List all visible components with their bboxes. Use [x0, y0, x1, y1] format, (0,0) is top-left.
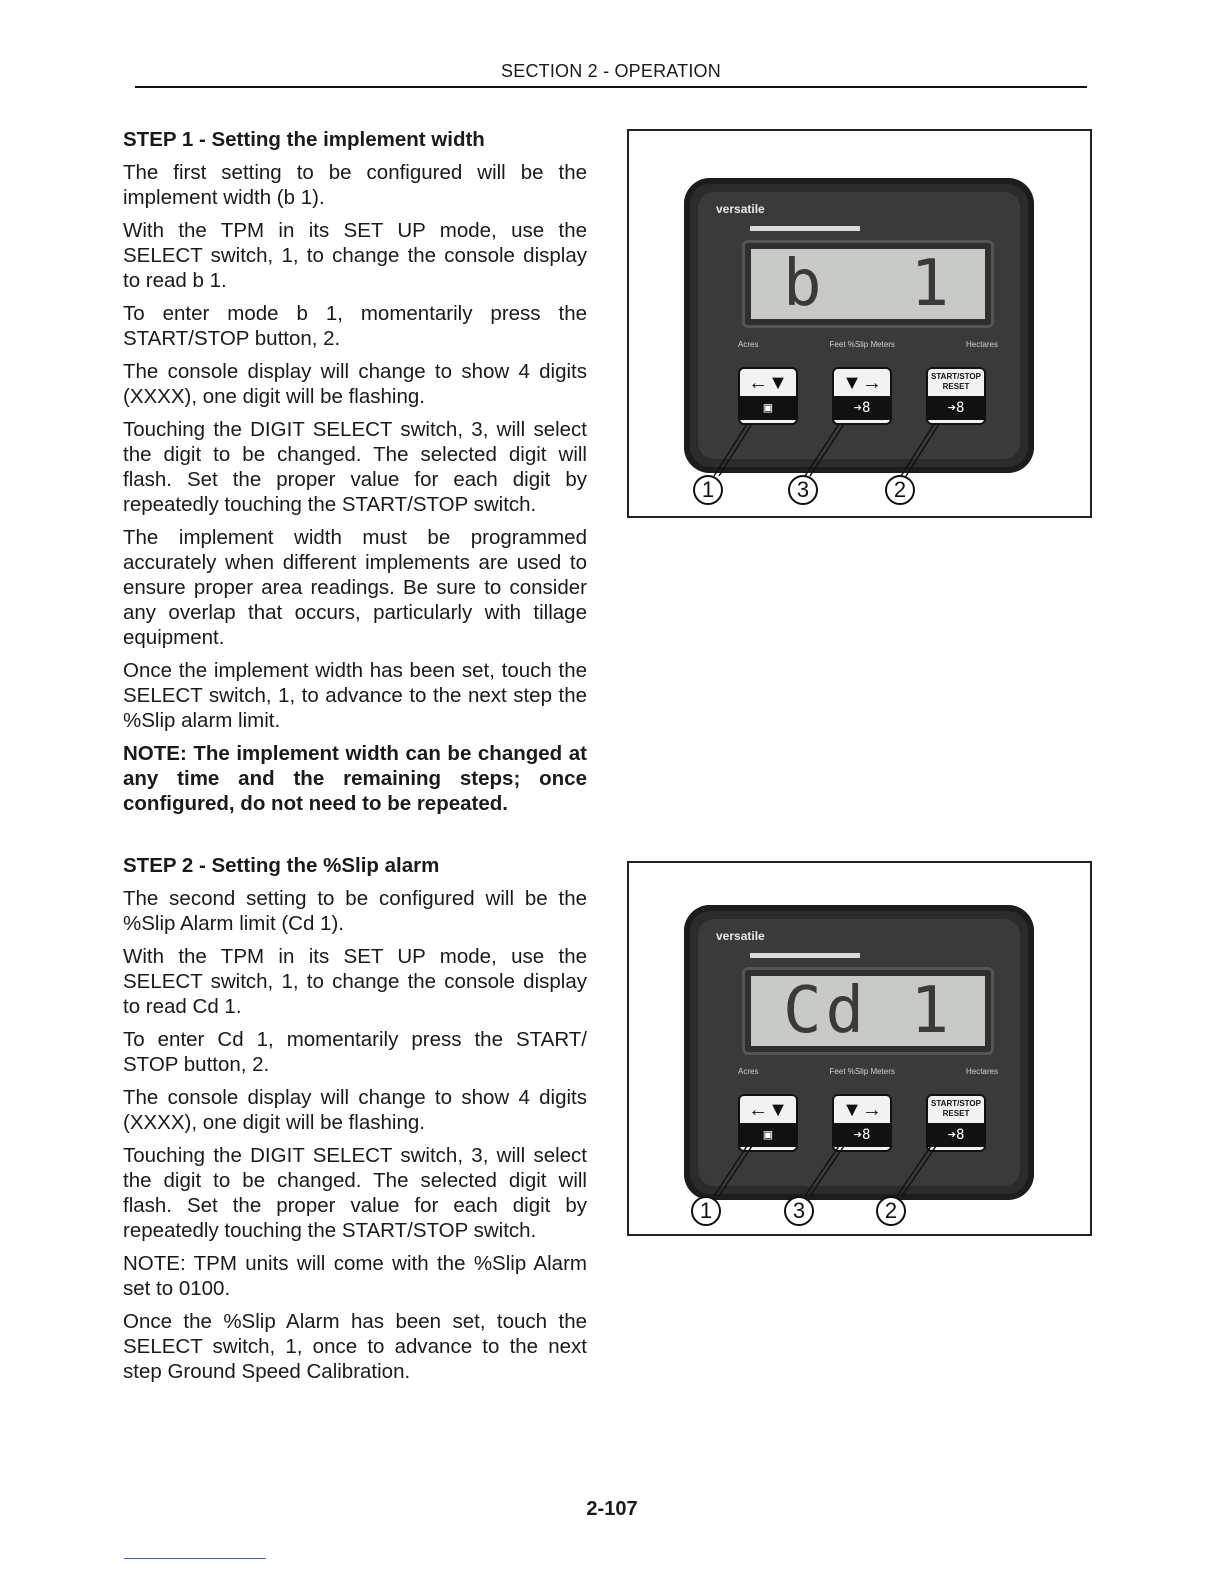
label-hectares: Hectares [965, 1067, 998, 1076]
lcd-right-chars: 1 [910, 247, 953, 321]
lcd-right-chars: 1 [910, 974, 953, 1048]
label-hectares: Hectares [965, 340, 998, 349]
brand-logo: versatile [716, 929, 765, 943]
step2-heading: STEP 2 - Setting the %Slip alarm [123, 854, 440, 877]
callout-1: 1 [693, 475, 723, 505]
doc-icon: ▣ [740, 1123, 796, 1147]
label-acres: Acres [738, 1067, 759, 1076]
step1-heading: STEP 1 - Setting the implement width [123, 128, 485, 151]
select-arrows-icon: ←▼ [748, 372, 788, 394]
label-feet-slip-meters: Feet %Slip Meters [829, 1067, 895, 1076]
doc-icon: ▣ [740, 396, 796, 420]
step2-paragraph: To enter Cd 1, momentarily press the START/ STOP button, 2. [123, 1028, 587, 1076]
step1-paragraph: With the TPM in its SET UP mode, use the SELECT switch, 1, to change the console display to read b 1. [123, 219, 587, 292]
digit-indicator: ➔8 [834, 1123, 890, 1147]
step2-paragraph: The second setting to be configured will be the %Slip Alarm limit (Cd 1). [123, 887, 587, 935]
step1-paragraph: Touching the DIGIT SELECT switch, 3, will select the digit to be changed. The selected digit will flash. Set the proper value for each digit by repeatedly touching the START/STOP switch. [123, 418, 587, 516]
select-arrows-icon: ←▼ [748, 1099, 788, 1121]
digit-arrows-icon: ▼→ [842, 372, 882, 394]
callout-2: 2 [876, 1196, 906, 1226]
start-stop-label: START/STOP RESET [931, 1099, 981, 1118]
callout-3: 3 [788, 475, 818, 505]
brand-logo: versatile [716, 202, 765, 216]
step2-paragraph: With the TPM in its SET UP mode, use the SELECT switch, 1, to change the console display to read Cd 1. [123, 945, 587, 1018]
digit-indicator: ➔8 [834, 396, 890, 420]
callout-3: 3 [784, 1196, 814, 1226]
step2-paragraph: NOTE: TPM units will come with the %Slip Alarm set to 0100. [123, 1252, 587, 1300]
step1-text [123, 127, 587, 824]
leader-lines [629, 863, 1090, 1234]
lcd-left-chars: b [783, 247, 826, 321]
step2-text [123, 853, 587, 1392]
step1-paragraph: The console display will change to show 4 digits (XXXX), one digit will be flashing. [123, 360, 587, 408]
step1-paragraph: The implement width must be programmed accurately when different implements are used to ensure proper area readings. Be sure to consider any overlap that occurs, particularly with tillage equipment. [123, 526, 587, 649]
step2-paragraph: The console display will change to show 4 digits (XXXX), one digit will be flashing. [123, 1086, 587, 1134]
start-indicator: ➔8 [928, 1123, 984, 1147]
step1-note: NOTE: The implement width can be changed at any time and the remaining steps; once configured, do not need to be repeated. [123, 742, 587, 815]
step1-paragraph: Once the implement width has been set, touch the SELECT switch, 1, to advance to the next step the %Slip alarm limit. [123, 659, 587, 732]
callout-2: 2 [885, 475, 915, 505]
step1-paragraph: The first setting to be configured will be the implement width (b 1). [123, 161, 587, 209]
page-number: 2-107 [586, 1498, 638, 1520]
figure-console-cd1 [627, 861, 1092, 1236]
callout-1: 1 [691, 1196, 721, 1226]
label-acres: Acres [738, 340, 759, 349]
start-stop-label: START/STOP RESET [931, 372, 981, 391]
figure-console-b1 [627, 129, 1092, 518]
step1-paragraph: To enter mode b 1, momentarily press the START/STOP button, 2. [123, 302, 587, 350]
digit-arrows-icon: ▼→ [842, 1099, 882, 1121]
start-indicator: ➔8 [928, 396, 984, 420]
footnote-rule [124, 1558, 266, 1559]
step2-paragraph: Once the %Slip Alarm has been set, touch the SELECT switch, 1, once to advance to the next step Ground Speed Calibration. [123, 1310, 587, 1383]
section-header: SECTION 2 - OPERATION [135, 61, 1087, 88]
label-feet-slip-meters: Feet %Slip Meters [829, 340, 895, 349]
leader-lines [629, 131, 1090, 516]
lcd-left-chars: Cd [783, 974, 869, 1048]
step2-paragraph: Touching the DIGIT SELECT switch, 3, will select the digit to be changed. The selected digit will flash. Set the proper value for each digit by repeatedly touching the START/STOP switch. [123, 1144, 587, 1242]
